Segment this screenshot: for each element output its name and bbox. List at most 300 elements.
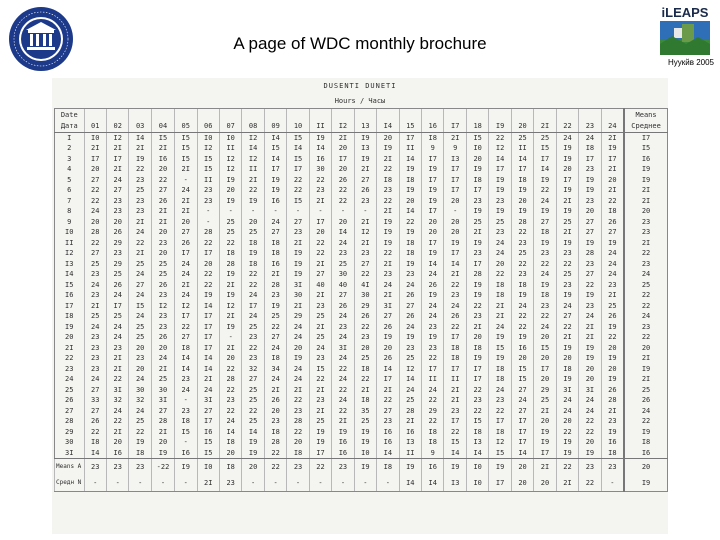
table-row xyxy=(55,322,668,333)
hourly-value: I8 xyxy=(242,259,264,270)
hourly-value: I7 xyxy=(534,448,556,459)
summary-value: 23 xyxy=(219,475,241,492)
hourly-value: 24 xyxy=(129,227,151,238)
hourly-value: I9 xyxy=(377,238,399,249)
table-row xyxy=(55,311,668,322)
hourly-value: 22 xyxy=(242,406,264,417)
hourly-value: 20 xyxy=(556,416,578,427)
summary-label: Means A xyxy=(55,459,85,476)
hourly-value: 26 xyxy=(601,311,624,322)
hourly-value: 23 xyxy=(84,269,106,280)
day-label: 22 xyxy=(55,353,85,364)
hourly-value: I3 xyxy=(399,437,421,448)
hourly-value: I8 xyxy=(601,448,624,459)
hourly-value: 2I xyxy=(534,406,556,417)
hourly-value: 2I xyxy=(175,196,197,207)
hourly-value: I8 xyxy=(287,448,309,459)
hourly-value: 24 xyxy=(556,406,578,417)
hour-header-blank xyxy=(287,109,309,122)
hourly-value: I9 xyxy=(601,427,624,438)
hourly-value: I5 xyxy=(511,374,533,385)
daily-mean: I5 xyxy=(624,143,667,154)
hourly-value: 25 xyxy=(309,332,331,343)
hourly-value: 9 xyxy=(422,448,444,459)
date-header-ru: Дата xyxy=(55,121,85,132)
hourly-value: 22 xyxy=(332,185,354,196)
hourly-value: I9 xyxy=(601,143,624,154)
hourly-value: 22 xyxy=(242,269,264,280)
hourly-value: 2I xyxy=(175,280,197,291)
hourly-value: 26 xyxy=(354,311,376,322)
hourly-value: I5 xyxy=(534,343,556,354)
hourly-value: I9 xyxy=(422,248,444,259)
hourly-value: 27 xyxy=(151,406,174,417)
hourly-value: I4 xyxy=(197,301,219,312)
hourly-value: I2 xyxy=(219,154,241,165)
hourly-value: I8 xyxy=(466,343,488,354)
hourly-value: 23 xyxy=(287,406,309,417)
day-label: 4 xyxy=(55,164,85,175)
hourly-value: 27 xyxy=(377,311,399,322)
hourly-value: 22 xyxy=(332,364,354,375)
hourly-value: I9 xyxy=(556,290,578,301)
hourly-value: I9 xyxy=(219,322,241,333)
hourly-value: I9 xyxy=(309,132,331,143)
hourly-value: I4 xyxy=(332,227,354,238)
hourly-value: 27 xyxy=(309,269,331,280)
hourly-value: I9 xyxy=(466,206,488,217)
hourly-value: 23 xyxy=(332,248,354,259)
hourly-value: 2I xyxy=(354,385,376,396)
daily-mean: 23 xyxy=(624,322,667,333)
hourly-value: I9 xyxy=(332,427,354,438)
hourly-value: I9 xyxy=(287,259,309,270)
hourly-value: 23 xyxy=(466,311,488,322)
hourly-value: 22 xyxy=(534,311,556,322)
hourly-value: 24 xyxy=(107,290,129,301)
hourly-value: 9 xyxy=(422,143,444,154)
day-label: 2 xyxy=(55,143,85,154)
hourly-value: 23 xyxy=(129,196,151,207)
hourly-value: I8 xyxy=(511,280,533,291)
hour-header: I9 xyxy=(489,121,511,132)
hourly-value: 25 xyxy=(354,416,376,427)
hourly-value: I8 xyxy=(422,427,444,438)
hourly-value: 22 xyxy=(377,196,399,207)
hourly-value: 23 xyxy=(242,353,264,364)
hourly-value: 25 xyxy=(556,217,578,228)
hourly-value: 25 xyxy=(601,301,624,312)
hourly-value: I8 xyxy=(444,343,466,354)
hourly-value: 25 xyxy=(219,227,241,238)
hourly-value: - xyxy=(444,206,466,217)
summary-value: I9 xyxy=(399,459,421,476)
hourly-value: I7 xyxy=(332,154,354,165)
hourly-value: I2 xyxy=(242,154,264,165)
hourly-value: 28 xyxy=(466,269,488,280)
day-label: I3 xyxy=(55,259,85,270)
hourly-value: I9 xyxy=(399,227,421,238)
hourly-value: 24 xyxy=(107,406,129,417)
hourly-value: I9 xyxy=(579,353,601,364)
hourly-value: 25 xyxy=(242,395,264,406)
daily-mean: 24 xyxy=(624,406,667,417)
hourly-value: 22 xyxy=(579,427,601,438)
hourly-value: I7 xyxy=(197,343,219,354)
day-label: 3 xyxy=(55,154,85,165)
summary-value: 20 xyxy=(534,475,556,492)
hourly-value: I9 xyxy=(556,374,578,385)
hourly-value: 24 xyxy=(534,269,556,280)
hourly-value: 2I xyxy=(84,143,106,154)
hourly-value: 22 xyxy=(579,280,601,291)
hourly-value: I8 xyxy=(264,248,286,259)
table-row xyxy=(55,280,668,291)
hourly-value: 3I xyxy=(556,385,578,396)
hourly-value: 25 xyxy=(129,416,151,427)
hourly-value: 23 xyxy=(556,248,578,259)
hourly-value: 23 xyxy=(309,301,331,312)
summary-value: 20 xyxy=(242,459,264,476)
hourly-value: 23 xyxy=(309,185,331,196)
hourly-value: 20 xyxy=(556,164,578,175)
hour-header: 18 xyxy=(466,121,488,132)
hour-header: 20 xyxy=(511,121,533,132)
hourly-value: I9 xyxy=(534,437,556,448)
hourly-value: I5 xyxy=(511,364,533,375)
hourly-value: 24 xyxy=(489,248,511,259)
hourly-value: 25 xyxy=(309,311,331,322)
hourly-value: 24 xyxy=(107,332,129,343)
summary-value: - xyxy=(377,475,399,492)
hourly-value: I8 xyxy=(466,175,488,186)
hourly-value: I9 xyxy=(511,206,533,217)
hourly-value: I6 xyxy=(601,437,624,448)
hourly-value: 35 xyxy=(354,406,376,417)
hourly-value: I9 xyxy=(354,437,376,448)
day-label: I5 xyxy=(55,280,85,291)
hourly-value: 22 xyxy=(287,175,309,186)
table-row xyxy=(55,154,668,165)
hourly-value: 26 xyxy=(422,280,444,291)
summary-value: - xyxy=(264,475,286,492)
hourly-value: 23 xyxy=(579,259,601,270)
hourly-value: 2I xyxy=(84,301,106,312)
hourly-value: 27 xyxy=(556,311,578,322)
hourly-value: 40 xyxy=(332,280,354,291)
daily-mean: 22 xyxy=(624,248,667,259)
hourly-value: I8 xyxy=(489,374,511,385)
hourly-value: - xyxy=(197,206,219,217)
hourly-value: 25 xyxy=(129,322,151,333)
hourly-value: 2I xyxy=(129,248,151,259)
table-row xyxy=(55,416,668,427)
daily-mean: I9 xyxy=(624,364,667,375)
hourly-value: I9 xyxy=(354,427,376,438)
hourly-value: 27 xyxy=(332,290,354,301)
hourly-value: I7 xyxy=(466,374,488,385)
summary-value: 23 xyxy=(287,459,309,476)
hourly-value: 20 xyxy=(84,217,106,228)
hourly-value: I9 xyxy=(129,437,151,448)
hourly-value: 2I xyxy=(601,164,624,175)
hourly-value: I4 xyxy=(264,154,286,165)
hourly-value: 27 xyxy=(84,385,106,396)
day-label: I8 xyxy=(55,311,85,322)
daily-mean: I9 xyxy=(624,164,667,175)
hourly-value: 2I xyxy=(601,290,624,301)
hourly-value: 24 xyxy=(332,332,354,343)
hourly-value: 2I xyxy=(377,154,399,165)
hourly-value: 32 xyxy=(129,395,151,406)
hourly-value: I9 xyxy=(466,238,488,249)
summary-value: 20 xyxy=(511,459,533,476)
hourly-value: 30 xyxy=(332,269,354,280)
summary-value: 23 xyxy=(84,459,106,476)
hourly-value: 23 xyxy=(107,343,129,354)
hourly-value: 22 xyxy=(242,185,264,196)
hourly-value: 2I xyxy=(444,395,466,406)
hourly-value: 25 xyxy=(129,332,151,343)
hourly-value: 2I xyxy=(489,301,511,312)
hourly-value: 24 xyxy=(219,416,241,427)
hourly-value: 22 xyxy=(107,416,129,427)
table-row xyxy=(55,395,668,406)
hourly-value: 24 xyxy=(579,311,601,322)
brochure-scan xyxy=(52,78,668,534)
hourly-value: 25 xyxy=(242,322,264,333)
hourly-value: 2I xyxy=(219,280,241,291)
hourly-value: 20 xyxy=(556,353,578,364)
summary-value: 23 xyxy=(107,459,129,476)
hourly-value: II xyxy=(219,143,241,154)
hourly-value: 23 xyxy=(444,406,466,417)
hourly-value: 23 xyxy=(242,332,264,343)
hourly-value: 2I xyxy=(354,217,376,228)
hourly-value: 26 xyxy=(354,185,376,196)
hourly-value: 22 xyxy=(242,343,264,354)
hourly-value: I9 xyxy=(309,427,331,438)
hourly-value: 20 xyxy=(466,154,488,165)
hourly-value: 22 xyxy=(129,427,151,438)
hourly-value: 26 xyxy=(601,385,624,396)
day-label: 2I xyxy=(55,343,85,354)
hour-header: 23 xyxy=(579,121,601,132)
summary-value: - xyxy=(287,475,309,492)
hourly-value: 33 xyxy=(84,395,106,406)
summary-value: I3 xyxy=(444,475,466,492)
hourly-value: I9 xyxy=(511,332,533,343)
table-row xyxy=(55,227,668,238)
hour-header-blank xyxy=(579,109,601,122)
hourly-value: 22 xyxy=(556,259,578,270)
hourly-value: 22 xyxy=(309,175,331,186)
hourly-value: I9 xyxy=(534,427,556,438)
day-label: I6 xyxy=(55,290,85,301)
hourly-value: I9 xyxy=(489,353,511,364)
hour-header: 24 xyxy=(601,121,624,132)
hourly-value: I9 xyxy=(466,353,488,364)
summary-value: I0 xyxy=(466,459,488,476)
hourly-value: I4 xyxy=(511,154,533,165)
hour-header: 07 xyxy=(219,121,241,132)
daily-mean: 22 xyxy=(624,332,667,343)
hourly-value: 20 xyxy=(377,343,399,354)
table-row xyxy=(55,185,668,196)
hourly-value: 24 xyxy=(399,322,421,333)
hourly-value: I7 xyxy=(422,206,444,217)
hourly-value: I9 xyxy=(556,143,578,154)
hourly-value: 25 xyxy=(151,269,174,280)
hourly-value: 25 xyxy=(511,248,533,259)
hourly-value: I9 xyxy=(511,290,533,301)
hourly-value: 23 xyxy=(332,322,354,333)
hourly-value: 2I xyxy=(309,385,331,396)
hour-header: 2I xyxy=(534,121,556,132)
hourly-value: 26 xyxy=(399,290,421,301)
hourly-value: 22 xyxy=(511,311,533,322)
hourly-value: 24 xyxy=(489,238,511,249)
hour-header-blank xyxy=(601,109,624,122)
hourly-value: 20 xyxy=(579,374,601,385)
hourly-value: 29 xyxy=(534,385,556,396)
hourly-value: 24 xyxy=(84,322,106,333)
ileaps-logo xyxy=(652,4,718,58)
hourly-value: 22 xyxy=(466,385,488,396)
hourly-value: 2I xyxy=(175,206,197,217)
hourly-value: I4 xyxy=(511,448,533,459)
hourly-value: I9 xyxy=(309,437,331,448)
daily-mean: 2I xyxy=(624,353,667,364)
hourly-value: 20 xyxy=(151,343,174,354)
hourly-value: 2I xyxy=(579,322,601,333)
hourly-value: 2I xyxy=(309,259,331,270)
hourly-value: 32 xyxy=(107,395,129,406)
hourly-value: 22 xyxy=(287,185,309,196)
hourly-value: I6 xyxy=(399,427,421,438)
hourly-value: I7 xyxy=(197,416,219,427)
hourly-value: 30 xyxy=(287,290,309,301)
hourly-value: 23 xyxy=(107,196,129,207)
hourly-value: 27 xyxy=(84,406,106,417)
hourly-value: I9 xyxy=(534,175,556,186)
hourly-value: I9 xyxy=(601,353,624,364)
hourly-value: I9 xyxy=(556,448,578,459)
hourly-value: 20 xyxy=(332,217,354,228)
hourly-value: 23 xyxy=(84,343,106,354)
hourly-value: I8 xyxy=(264,238,286,249)
hourly-value: 30 xyxy=(151,385,174,396)
hourly-value: 23 xyxy=(309,395,331,406)
summary-value: - xyxy=(242,475,264,492)
hourly-value: I9 xyxy=(399,164,421,175)
hourly-value: I5 xyxy=(175,154,197,165)
hourly-value: I4 xyxy=(242,427,264,438)
hourly-value: 20 xyxy=(444,217,466,228)
hourly-value: 20 xyxy=(444,196,466,207)
hour-header-blank xyxy=(332,109,354,122)
hourly-value: I9 xyxy=(264,301,286,312)
hourly-value: I8 xyxy=(264,353,286,364)
hourly-value: I8 xyxy=(175,416,197,427)
daily-mean: 23 xyxy=(624,217,667,228)
hourly-value: 2I xyxy=(129,217,151,228)
day-label: 25 xyxy=(55,385,85,396)
hourly-value: 25 xyxy=(534,132,556,143)
hourly-value: 20 xyxy=(579,364,601,375)
hourly-value: 27 xyxy=(354,175,376,186)
hourly-value: I7 xyxy=(242,301,264,312)
hourly-value: 22 xyxy=(84,238,106,249)
hourly-value: I9 xyxy=(601,238,624,249)
hourly-value: 23 xyxy=(151,322,174,333)
hourly-value: 20 xyxy=(151,227,174,238)
hourly-value: I0 xyxy=(466,143,488,154)
hourly-value: 26 xyxy=(107,227,129,238)
hourly-value: 25 xyxy=(107,269,129,280)
day-label: I0 xyxy=(55,227,85,238)
hourly-value: 20 xyxy=(332,164,354,175)
hourly-value: 26 xyxy=(377,322,399,333)
hourly-value: I5 xyxy=(287,196,309,207)
hourly-value: 24 xyxy=(129,406,151,417)
hourly-value: 22 xyxy=(422,416,444,427)
hourly-value: - xyxy=(219,332,241,343)
hourly-value: 27 xyxy=(511,406,533,417)
hourly-value: 20 xyxy=(601,364,624,375)
hourly-value: 20 xyxy=(197,259,219,270)
hourly-value: 24 xyxy=(377,280,399,291)
hourly-value: 3I xyxy=(287,280,309,291)
hourly-value: 22 xyxy=(354,269,376,280)
table-row xyxy=(55,196,668,207)
hourly-value: 2I xyxy=(309,322,331,333)
hourly-value: 20 xyxy=(332,143,354,154)
daily-mean: I9 xyxy=(624,427,667,438)
hourly-value: I5 xyxy=(197,448,219,459)
hourly-value: I2 xyxy=(354,227,376,238)
hourly-value: 26 xyxy=(107,280,129,291)
hourly-value: 22 xyxy=(511,259,533,270)
hourly-value: 3I xyxy=(151,395,174,406)
mean-header-ru: Среднее xyxy=(624,121,667,132)
table-header-row xyxy=(55,109,668,122)
hourly-value: I2 xyxy=(489,437,511,448)
hourly-value: 2I xyxy=(107,353,129,364)
hourly-value: I9 xyxy=(422,290,444,301)
hourly-value: I9 xyxy=(242,248,264,259)
hourly-value: 2I xyxy=(579,332,601,343)
hourly-value: 24 xyxy=(534,322,556,333)
hourly-value: I3 xyxy=(466,437,488,448)
hourly-value: 22 xyxy=(444,322,466,333)
hourly-value: I9 xyxy=(422,185,444,196)
hourly-value: 23 xyxy=(377,269,399,280)
hourly-value: I9 xyxy=(287,269,309,280)
hourly-value: 22 xyxy=(489,406,511,417)
hourly-value: I9 xyxy=(242,448,264,459)
hourly-value: I6 xyxy=(264,259,286,270)
hourly-value: 25 xyxy=(309,416,331,427)
hourly-value: 20 xyxy=(601,175,624,186)
hourly-value: I4 xyxy=(377,448,399,459)
hourly-value: - xyxy=(354,206,376,217)
hourly-value: 22 xyxy=(84,427,106,438)
day-label: 23 xyxy=(55,364,85,375)
hourly-value: 26 xyxy=(399,311,421,322)
summary-value: - xyxy=(129,475,151,492)
hourly-value: I6 xyxy=(264,196,286,207)
